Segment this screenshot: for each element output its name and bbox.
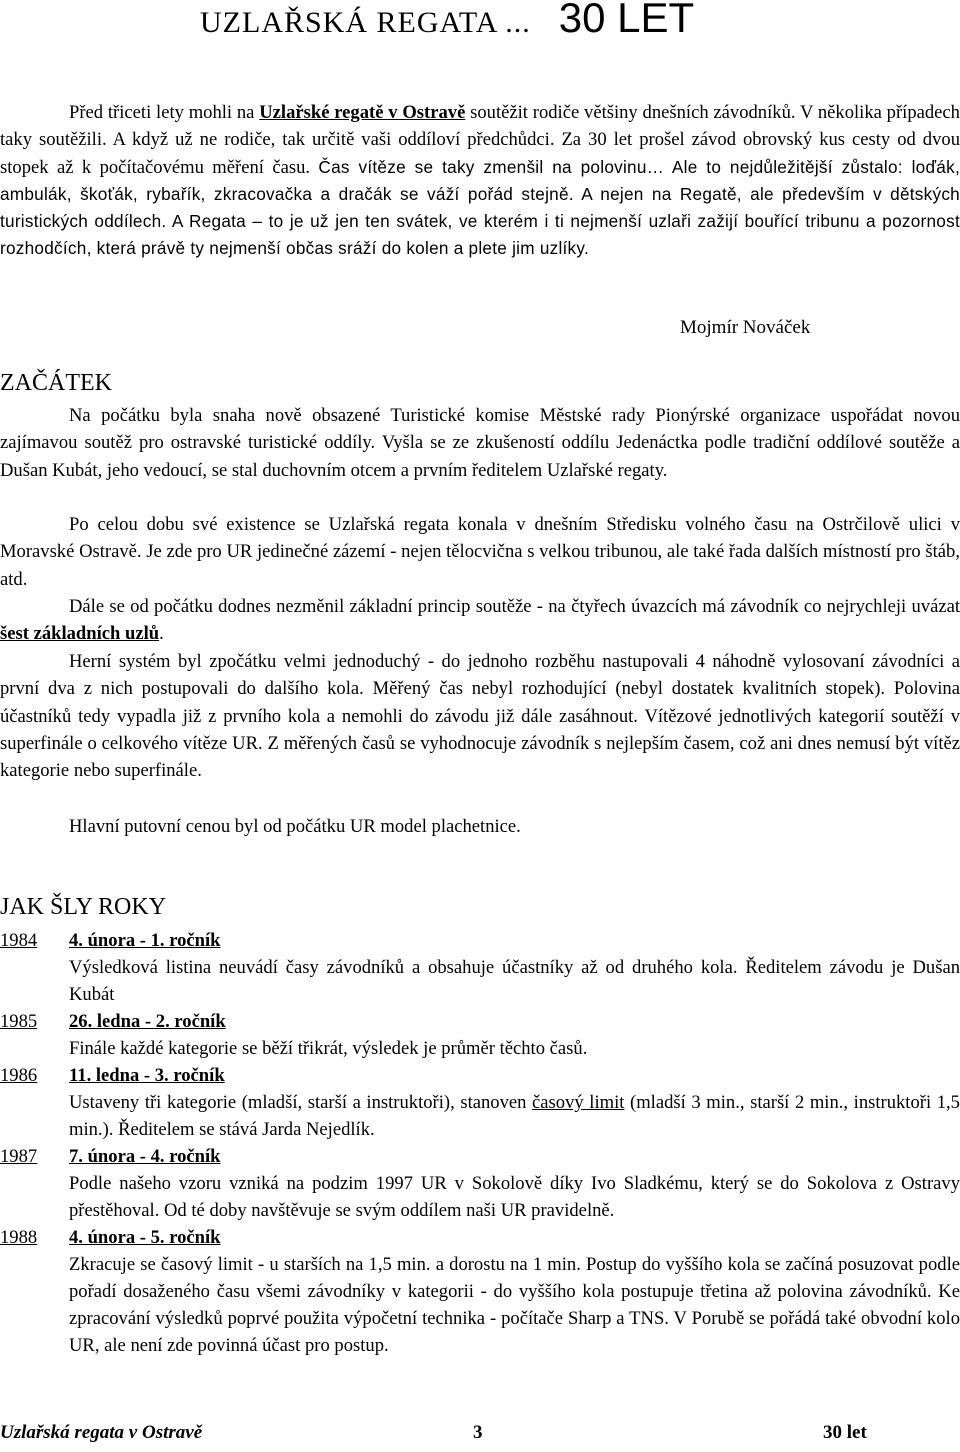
intro-text-3: Čas vítěze se taky zmenšil na polovinu… Ale to nejdůležitější zůstalo: loďák, ambulák, škoťák, rybařík, zkracovačka a dračák se váží pořád stejně. A nejen na Regatě, ale především v dětských turistických oddílech. A Regata – to je už jen ten svátek, ve kterém i ti nejmenší uzlaři zažijí bouřící tribunu a pozornost rozhodčích, která právě ty nejmenší občas sráží do kolen a plete jim uzlíky. <box>0 156 960 259</box>
year-label: 1988 <box>0 1227 38 1248</box>
title-text: UZLAŘSKÁ REGATA ... <box>200 6 531 39</box>
year-entry-text: Podle našeho vzoru vzniká na podzim 1997 UR v Sokolově díky Ivo Sladkému, který se do Sokolova z Ostravy přestěhoval. Od té doby navštěvuje se svým oddílem naši UR pravidelně. <box>69 1173 960 1221</box>
year-heading <box>0 927 221 954</box>
zacatek-paragraph-5: Hlavní putovní cenou byl od počátku UR model plachetnice. <box>69 816 521 837</box>
regata-link[interactable]: Uzlařské regatě v Ostravě <box>259 102 466 123</box>
section-heading-zacatek: ZAČÁTEK <box>0 370 112 396</box>
year-label: 1984 <box>0 930 38 951</box>
year-heading <box>0 1062 225 1089</box>
year-heading <box>0 1008 226 1035</box>
year-entry-text: Výsledková listina neuvádí časy závodníků a obsahuje účastníky až od druhého kola. Ředitelem závodu je Dušan Kubát <box>69 957 960 1005</box>
intro-text-2: soutěžit rodiče většiny dnešních závodníků. V několika případech taky soutěžili. A když už ne rodiče, tak určitě vaši oddíloví předchůdci. Za 30 let prošel závod obrovský kus cesty od dvou stopek až k počítačovému měření času. <box>0 102 960 178</box>
author-signature: Mojmír Nováček <box>680 317 811 338</box>
footer-right: 30 let <box>823 1422 867 1443</box>
zacatek-paragraph-1: Na počátku byla snaha nově obsazené Turistické komise Městské rady Pionýrské organizace uspořádat novou zajímavou soutěž pro ostravské turistické oddíly. Vyšla se ze zkušeností oddílu Jedenáctka podle tradiční oddílové soutěže a Dušan Kubát, jeho vedoucí, se stal duchovním otcem a prvním ředitelem Uzlařské regaty. <box>0 405 960 481</box>
year-label: 1985 <box>0 1011 38 1032</box>
title-anniversary: 30 LET <box>558 0 695 41</box>
year-label: 1986 <box>0 1065 38 1086</box>
year-date: 4. února - 5. ročník <box>69 1227 221 1248</box>
year-heading <box>0 1224 221 1251</box>
section-heading-roky: JAK ŠLY ROKY <box>0 894 167 920</box>
year-entry-text: Zkracuje se časový limit - u starších na 1,5 min. a dorostu na 1 min. Postup do vyššího kola se začíná posuzovat podle pořadí dosaženého času všemi závodníky v kategorii - do vyššího kola postupuje třetina až polovina závodníků. Ke zpracování výsledků poprvé použita výpočetní technika - počítače Sharp a TNS. V Porubě se pořádá také obvodní kolo UR, ale není zde povinná účast pro postup. <box>69 1254 960 1356</box>
year-date: 26. ledna - 2. ročník <box>69 1011 226 1032</box>
page-footer <box>0 1422 960 1452</box>
zacatek-paragraph-2: Po celou dobu své existence se Uzlařská regata konala v dnešním Středisku volného času na Ostrčilově ulici v Moravské Ostravě. Je zde pro UR jedinečné zázemí - nejen tělocvična s velkou tribunou, ale také řada dalších místností pro štáb, atd. <box>0 514 960 590</box>
intro-text-1: Před třiceti lety mohli na <box>69 102 260 123</box>
year-date: 11. ledna - 3. ročník <box>69 1065 225 1086</box>
zacatek-paragraph-3: Dále se od počátku dodnes nezměnil základní princip soutěže - na čtyřech úvazcích má závodník co nejrychleji uvázat šest základních uzlů. <box>0 596 960 645</box>
year-entry-text: Finále každé kategorie se běží třikrát, výsledek je průměr těchto časů. <box>69 1038 588 1059</box>
zacatek-paragraph-4: Herní systém byl zpočátku velmi jednoduchý - do jednoho rozběhu nastupovali 4 náhodně vylosovaní závodníci a první dva z nich postupovali do dalšího kola. Měřený čas nebyl rozhodující (nebyl dostatek kvalitních stopek). Polovina účastníků tedy vypadla již z prvního kola a nemohli do závodu již dále zasáhnout. Vítězové jednotlivých kategorií soutěží v superfinále o celkového vítěze UR. Z měřených časů se vyhodnocuje závodník s nejlepším časem, což ani dnes nemusí být vítěz kategorie nebo superfinále. <box>0 651 960 782</box>
knots-link[interactable]: šest základních uzlů <box>0 623 160 645</box>
time-limit-link[interactable]: časový limit <box>532 1092 625 1113</box>
year-entry-text: Ustaveny tři kategorie (mladší, starší a instruktoři), stanoven časový limit (mladší 3 min., starší 2 min., instruktoři 1,5 min.). Ředitelem se stává Jarda Nejedlík. <box>69 1092 960 1140</box>
year-heading <box>0 1143 221 1170</box>
intro-paragraph <box>0 99 960 263</box>
page-number: 3 <box>473 1422 483 1443</box>
year-label: 1987 <box>0 1146 38 1167</box>
page-title <box>200 0 694 42</box>
year-date: 7. února - 4. ročník <box>69 1146 221 1167</box>
year-date: 4. února - 1. ročník <box>69 930 221 951</box>
footer-title: Uzlařská regata v Ostravě <box>0 1422 203 1443</box>
